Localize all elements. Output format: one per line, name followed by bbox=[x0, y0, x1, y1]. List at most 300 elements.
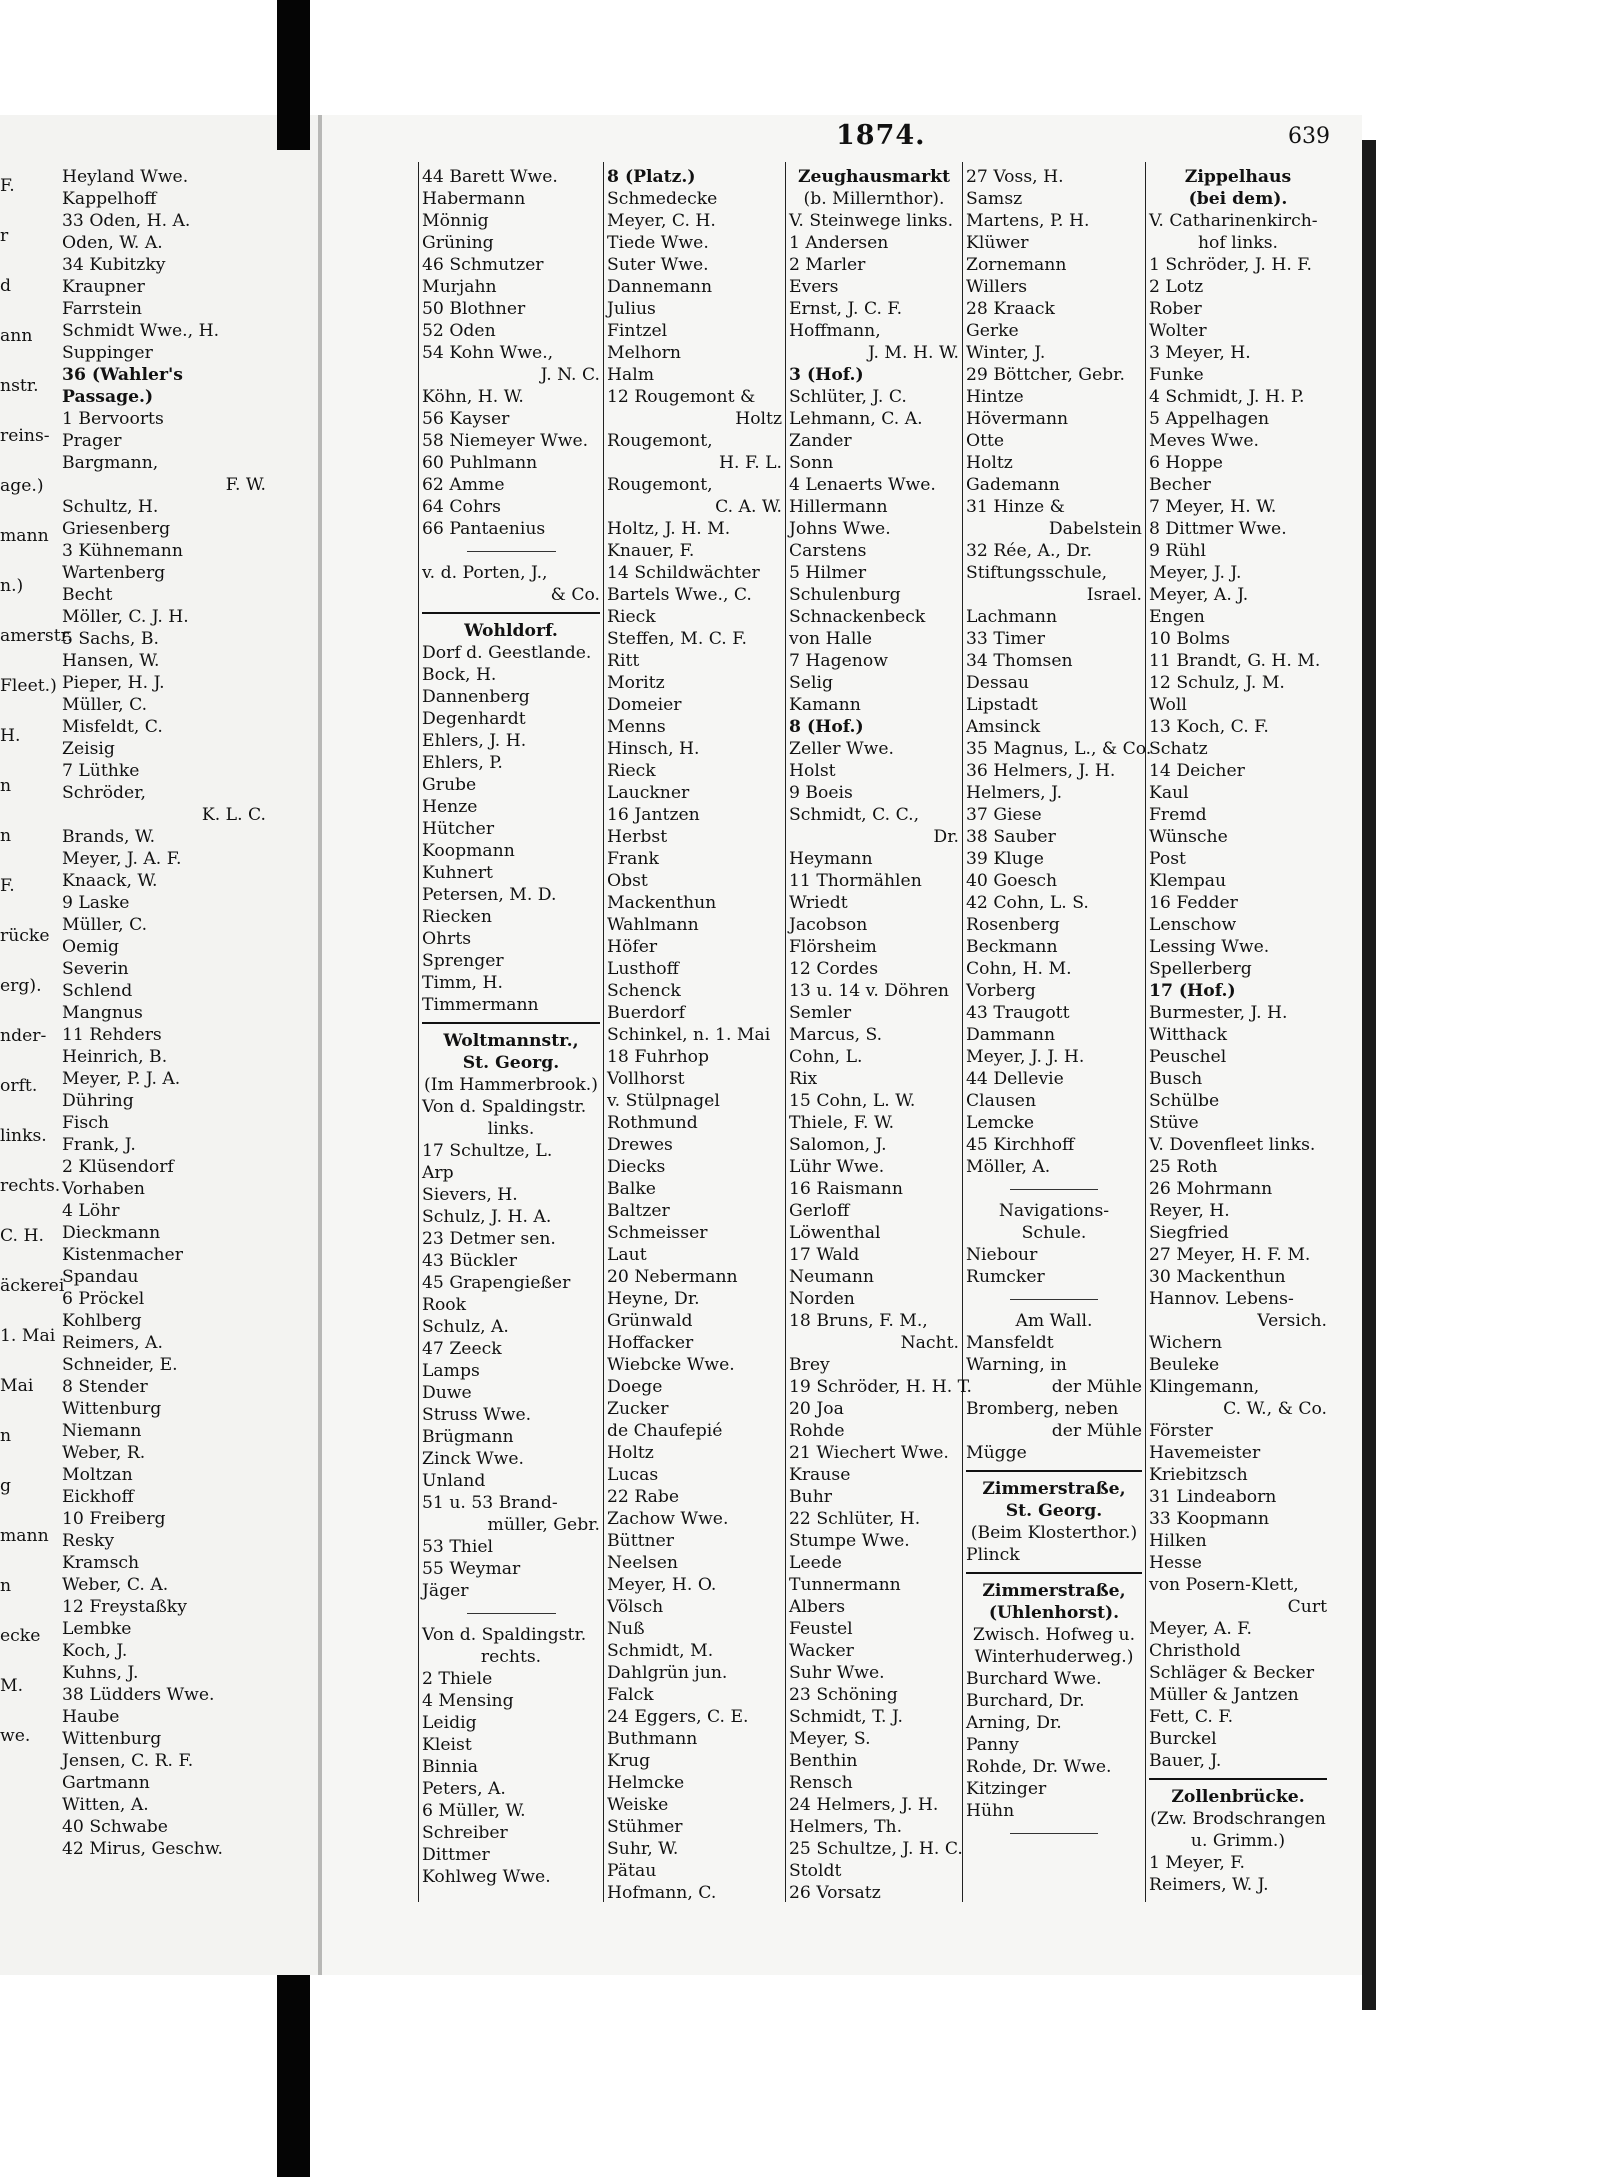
directory-entry: Ehlers, P. bbox=[422, 753, 503, 773]
directory-entry: Büttner bbox=[607, 1531, 674, 1551]
directory-entry: Rix bbox=[789, 1069, 818, 1089]
directory-entry: 21 Wiechert Wwe. bbox=[789, 1443, 949, 1463]
directory-entry: Koopmann bbox=[422, 841, 515, 861]
directory-entry: Frank bbox=[607, 849, 659, 869]
directory-entry: Willers bbox=[966, 277, 1028, 297]
directory-entry: Stüve bbox=[1149, 1113, 1199, 1133]
directory-entry: Witten, A. bbox=[62, 1795, 149, 1815]
street-heading: Zeughausmarkt bbox=[797, 167, 951, 187]
directory-entry: Heinrich, B. bbox=[62, 1047, 168, 1067]
directory-entry: 20 Joa bbox=[789, 1399, 844, 1419]
directory-entry: Rothmund bbox=[607, 1113, 698, 1133]
directory-entry: v. Stülpnagel bbox=[607, 1091, 720, 1111]
section-rule bbox=[422, 540, 600, 562]
directory-entry: Habermann bbox=[422, 189, 526, 209]
directory-entry: Holtz bbox=[966, 453, 1013, 473]
directory-entry: Zwisch. Hofweg u. bbox=[972, 1625, 1136, 1645]
directory-entry: Krug bbox=[607, 1751, 651, 1771]
directory-entry: Halm bbox=[607, 365, 655, 385]
directory-entry: 34 Thomsen bbox=[966, 651, 1073, 671]
directory-entry: Kaul bbox=[1149, 783, 1189, 803]
directory-entry: Rohde bbox=[789, 1421, 845, 1441]
directory-entry: 31 Lindeaborn bbox=[1149, 1487, 1277, 1507]
directory-entry: Suter Wwe. bbox=[607, 255, 709, 275]
directory-entry: hof links. bbox=[1197, 233, 1278, 253]
directory-entry: Dahlgrün jun. bbox=[607, 1663, 728, 1683]
left-page-fragment: ann bbox=[0, 326, 33, 346]
directory-entry: Carstens bbox=[789, 541, 867, 561]
directory-entry: Warning, in bbox=[966, 1355, 1067, 1375]
directory-entry: Samsz bbox=[966, 189, 1023, 209]
directory-entry: Spandau bbox=[62, 1267, 139, 1287]
directory-entry: Dorf d. Geestlande. bbox=[422, 643, 592, 663]
left-page-fragment: amerstr. bbox=[0, 626, 73, 646]
directory-entry: Navigations- bbox=[998, 1201, 1110, 1221]
directory-entry: von Posern-Klett, bbox=[1149, 1575, 1299, 1595]
directory-entry: Hansen, W. bbox=[62, 651, 160, 671]
directory-entry: Buerdorf bbox=[607, 1003, 686, 1023]
directory-entry: Krause bbox=[789, 1465, 851, 1485]
directory-entry: Höfer bbox=[607, 937, 658, 957]
directory-column-2 bbox=[422, 166, 600, 1888]
directory-entry: Neelsen bbox=[607, 1553, 678, 1573]
directory-entry: 11 Brandt, G. H. M. bbox=[1149, 651, 1321, 671]
directory-entry: Zornemann bbox=[966, 255, 1067, 275]
directory-entry: Wahlmann bbox=[607, 915, 699, 935]
directory-entry: V. Steinwege links. bbox=[789, 211, 954, 231]
directory-entry: Mansfeldt bbox=[966, 1333, 1054, 1353]
directory-entry: Beuleke bbox=[1149, 1355, 1220, 1375]
directory-entry: Jäger bbox=[422, 1581, 469, 1601]
directory-entry: Clausen bbox=[966, 1091, 1037, 1111]
directory-entry: Lachmann bbox=[966, 607, 1058, 627]
directory-entry: Fisch bbox=[62, 1113, 109, 1133]
street-heading: Zollenbrücke. bbox=[1171, 1787, 1305, 1807]
directory-entry: Rumcker bbox=[966, 1267, 1045, 1287]
directory-entry: Burmester, J. H. bbox=[1149, 1003, 1288, 1023]
directory-entry: Ehlers, J. H. bbox=[422, 731, 527, 751]
directory-entry: Müller, C. bbox=[62, 915, 148, 935]
directory-entry: Witthack bbox=[1149, 1025, 1228, 1045]
directory-entry: 45 Grapengießer bbox=[422, 1273, 571, 1293]
directory-entry: 8 (Platz.) bbox=[607, 167, 696, 187]
directory-entry: Kuhns, J. bbox=[62, 1663, 139, 1683]
directory-entry: Dessau bbox=[966, 673, 1029, 693]
directory-entry: 55 Weymar bbox=[422, 1559, 521, 1579]
section-rule bbox=[966, 1178, 1142, 1200]
directory-entry: 12 Cordes bbox=[789, 959, 879, 979]
directory-entry: Suppinger bbox=[62, 343, 153, 363]
directory-entry: Diecks bbox=[607, 1157, 666, 1177]
section-rule bbox=[966, 1288, 1142, 1310]
directory-entry: Lembke bbox=[62, 1619, 132, 1639]
directory-entry: Obst bbox=[607, 871, 648, 891]
directory-entry: Eickhoff bbox=[62, 1487, 134, 1507]
directory-entry: 51 u. 53 Brand- bbox=[422, 1493, 558, 1513]
directory-entry: Wichern bbox=[1149, 1333, 1223, 1353]
directory-entry: Leede bbox=[789, 1553, 842, 1573]
directory-entry: Post bbox=[1149, 849, 1186, 869]
directory-entry: Burchard, Dr. bbox=[966, 1691, 1085, 1711]
directory-entry: Lauckner bbox=[607, 783, 690, 803]
directory-entry: Kuhnert bbox=[422, 863, 493, 883]
directory-entry: 5 Sachs, B. bbox=[62, 629, 159, 649]
directory-entry: C. A. W. bbox=[715, 497, 782, 517]
directory-entry: Schmidt, T. J. bbox=[789, 1707, 903, 1727]
directory-entry: Völsch bbox=[607, 1597, 664, 1617]
directory-entry: Schinkel, n. 1. Mai bbox=[607, 1025, 771, 1045]
directory-entry: Kriebitzsch bbox=[1149, 1465, 1248, 1485]
directory-entry: 12 Schulz, J. M. bbox=[1149, 673, 1285, 693]
directory-column-5 bbox=[966, 166, 1152, 1844]
directory-entry: Bauer, J. bbox=[1149, 1751, 1222, 1771]
directory-entry: 40 Goesch bbox=[966, 871, 1058, 891]
directory-entry: (Beim Klosterthor.) bbox=[970, 1523, 1138, 1543]
directory-entry: 8 Dittmer Wwe. bbox=[1149, 519, 1287, 539]
directory-entry: Melhorn bbox=[607, 343, 681, 363]
directory-entry: 53 Thiel bbox=[422, 1537, 494, 1557]
left-page-fragment: C. H. bbox=[0, 1226, 44, 1246]
directory-entry: 9 Laske bbox=[62, 893, 130, 913]
directory-entry: Müller & Jantzen bbox=[1149, 1685, 1299, 1705]
directory-entry: 19 Schröder, H. H. T. bbox=[789, 1377, 973, 1397]
binding-bar-bottom bbox=[277, 1975, 310, 2177]
directory-entry: Prager bbox=[62, 431, 122, 451]
directory-entry: 25 Roth bbox=[1149, 1157, 1218, 1177]
directory-entry: V. Catharinenkirch- bbox=[1149, 211, 1318, 231]
left-page-fragment: n bbox=[0, 776, 12, 796]
directory-entry: Hillermann bbox=[789, 497, 888, 517]
directory-entry: Löwenthal bbox=[789, 1223, 881, 1243]
directory-entry: Drewes bbox=[607, 1135, 673, 1155]
directory-entry: Moltzan bbox=[62, 1465, 133, 1485]
directory-entry: Koch, J. bbox=[62, 1641, 128, 1661]
left-page-fragment: n bbox=[0, 1426, 12, 1446]
directory-entry: 9 Rühl bbox=[1149, 541, 1206, 561]
directory-entry: 30 Mackenthun bbox=[1149, 1267, 1286, 1287]
column-divider bbox=[603, 162, 604, 1902]
directory-entry: Falck bbox=[607, 1685, 654, 1705]
directory-entry: 14 Deicher bbox=[1149, 761, 1245, 781]
directory-column-3 bbox=[607, 166, 782, 1904]
directory-entry: Baltzer bbox=[607, 1201, 670, 1221]
directory-entry: Lühr Wwe. bbox=[789, 1157, 885, 1177]
directory-entry: 13 Koch, C. F. bbox=[1149, 717, 1269, 737]
directory-entry: 46 Schmutzer bbox=[422, 255, 544, 275]
directory-entry: Albers bbox=[789, 1597, 846, 1617]
directory-entry: Grube bbox=[422, 775, 477, 795]
directory-entry: Kistenmacher bbox=[62, 1245, 183, 1265]
page-number: 639 bbox=[1288, 124, 1330, 149]
page-edge-shadow bbox=[1362, 140, 1376, 2010]
directory-entry: (Zw. Brodschrangen bbox=[1150, 1809, 1326, 1829]
left-page-fragment: M. bbox=[0, 1676, 24, 1696]
directory-entry: Meyer, A. F. bbox=[1149, 1619, 1252, 1639]
directory-entry: links. bbox=[487, 1119, 535, 1139]
directory-entry: 2 Klüsendorf bbox=[62, 1157, 174, 1177]
directory-entry: Dr. bbox=[933, 827, 959, 847]
directory-entry: Menns bbox=[607, 717, 666, 737]
directory-entry: 3 Kühnemann bbox=[62, 541, 183, 561]
directory-entry: Rook bbox=[422, 1295, 467, 1315]
directory-entry: Kohlweg Wwe. bbox=[422, 1867, 551, 1887]
left-page-fragment: g bbox=[0, 1476, 12, 1496]
directory-entry: 4 Mensing bbox=[422, 1691, 514, 1711]
directory-entry: Klingemann, bbox=[1149, 1377, 1260, 1397]
left-page-fragment: 1. Mai bbox=[0, 1326, 56, 1346]
directory-entry: Tunnermann bbox=[789, 1575, 901, 1595]
directory-entry: Mackenthun bbox=[607, 893, 717, 913]
directory-entry: 1 Andersen bbox=[789, 233, 889, 253]
directory-entry: 44 Dellevie bbox=[966, 1069, 1064, 1089]
directory-entry: 52 Oden bbox=[422, 321, 496, 341]
directory-entry: Severin bbox=[62, 959, 129, 979]
left-page-fragment: rücke bbox=[0, 926, 50, 946]
directory-entry: 35 Magnus, L., & Co. bbox=[966, 739, 1152, 759]
directory-entry: 2 Marler bbox=[789, 255, 866, 275]
directory-entry: Meyer, H. O. bbox=[607, 1575, 717, 1595]
directory-entry: Zander bbox=[789, 431, 852, 451]
directory-entry: Gartmann bbox=[62, 1773, 150, 1793]
directory-entry: Herbst bbox=[607, 827, 668, 847]
directory-entry: Heymann bbox=[789, 849, 873, 869]
directory-entry: H. F. L. bbox=[719, 453, 782, 473]
directory-entry: 29 Böttcher, Gebr. bbox=[966, 365, 1125, 385]
directory-entry: Schreiber bbox=[422, 1823, 508, 1843]
directory-entry: Sprenger bbox=[422, 951, 504, 971]
directory-entry: Nuß bbox=[607, 1619, 645, 1639]
directory-entry: 3 Meyer, H. bbox=[1149, 343, 1251, 363]
directory-entry: 14 Schildwächter bbox=[607, 563, 760, 583]
directory-entry: 7 Hagenow bbox=[789, 651, 888, 671]
directory-entry: Selig bbox=[789, 673, 833, 693]
left-page-fragment: r bbox=[0, 226, 9, 246]
directory-entry: 16 Jantzen bbox=[607, 805, 700, 825]
left-page-fragment: nder- bbox=[0, 1026, 47, 1046]
directory-entry: 66 Pantaenius bbox=[422, 519, 546, 539]
directory-entry: Neumann bbox=[789, 1267, 874, 1287]
directory-entry: 5 Hilmer bbox=[789, 563, 867, 583]
directory-entry: 25 Schultze, J. H. C. bbox=[789, 1839, 963, 1859]
street-heading: Zippelhaus bbox=[1184, 167, 1292, 187]
left-page-fragment: äckerei bbox=[0, 1276, 65, 1296]
directory-entry: Weber, R. bbox=[62, 1443, 146, 1463]
directory-entry: 3 (Hof.) bbox=[789, 365, 864, 385]
directory-entry: Kamann bbox=[789, 695, 861, 715]
directory-entry: (Im Hammerbrook.) bbox=[424, 1075, 598, 1095]
directory-entry: 6 Hoppe bbox=[1149, 453, 1223, 473]
directory-entry: Spellerberg bbox=[1149, 959, 1252, 979]
directory-entry: Rensch bbox=[789, 1773, 853, 1793]
directory-entry: Dühring bbox=[62, 1091, 134, 1111]
directory-entry: 6 Pröckel bbox=[62, 1289, 145, 1309]
directory-entry: Buhr bbox=[789, 1487, 832, 1507]
directory-entry: 17 (Hof.) bbox=[1149, 981, 1236, 1001]
directory-entry: J. M. H. W. bbox=[867, 343, 959, 363]
page-year: 1874. bbox=[836, 120, 926, 151]
directory-entry: Weiske bbox=[607, 1795, 669, 1815]
directory-entry: 23 Detmer sen. bbox=[422, 1229, 556, 1249]
directory-entry: V. Dovenfleet links. bbox=[1149, 1135, 1316, 1155]
directory-entry: 6 Müller, W. bbox=[422, 1801, 526, 1821]
directory-entry: Zachow Wwe. bbox=[607, 1509, 729, 1529]
street-heading: (bei dem). bbox=[1188, 189, 1288, 209]
directory-entry: Wittenburg bbox=[62, 1399, 162, 1419]
directory-entry: 54 Kohn Wwe., bbox=[422, 343, 554, 363]
directory-entry: 32 Rée, A., Dr. bbox=[966, 541, 1092, 561]
directory-entry: F. W. bbox=[225, 475, 266, 495]
directory-column-6 bbox=[1149, 166, 1327, 1896]
left-page-fragment: rechts. bbox=[0, 1176, 61, 1196]
directory-entry: Lusthoff bbox=[607, 959, 679, 979]
directory-entry: Helmers, Th. bbox=[789, 1817, 903, 1837]
directory-entry: Kramsch bbox=[62, 1553, 140, 1573]
directory-entry: Unland bbox=[422, 1471, 486, 1491]
directory-entry: Ohrts bbox=[422, 929, 472, 949]
directory-entry: Arp bbox=[422, 1163, 454, 1183]
directory-entry: 44 Barett Wwe. bbox=[422, 167, 558, 187]
directory-entry: 28 Kraack bbox=[966, 299, 1055, 319]
left-page-fragment: reins- bbox=[0, 426, 50, 446]
directory-entry: Oemig bbox=[62, 937, 120, 957]
directory-entry: Schneider, E. bbox=[62, 1355, 178, 1375]
directory-entry: Rober bbox=[1149, 299, 1202, 319]
directory-entry: Niemann bbox=[62, 1421, 142, 1441]
directory-entry: Klempau bbox=[1149, 871, 1227, 891]
directory-entry: Wolter bbox=[1149, 321, 1207, 341]
directory-entry: 36 Helmers, J. H. bbox=[966, 761, 1116, 781]
directory-entry: Hövermann bbox=[966, 409, 1069, 429]
directory-entry: Doege bbox=[607, 1377, 663, 1397]
directory-entry: Timmermann bbox=[422, 995, 539, 1015]
directory-entry: Salomon, J. bbox=[789, 1135, 887, 1155]
directory-entry: 5 Appelhagen bbox=[1149, 409, 1270, 429]
directory-entry: Klüwer bbox=[966, 233, 1029, 253]
directory-entry: 58 Niemeyer Wwe. bbox=[422, 431, 589, 451]
directory-entry: Funke bbox=[1149, 365, 1204, 385]
directory-entry: 17 Schultze, L. bbox=[422, 1141, 553, 1161]
directory-entry: Niebour bbox=[966, 1245, 1038, 1265]
directory-entry: Feustel bbox=[789, 1619, 853, 1639]
directory-entry: Knauer, F. bbox=[607, 541, 695, 561]
directory-entry: Buthmann bbox=[607, 1729, 698, 1749]
directory-entry: Stumpe Wwe. bbox=[789, 1531, 910, 1551]
left-page-fragment: we. bbox=[0, 1726, 31, 1746]
directory-entry: Winterhuderweg.) bbox=[974, 1647, 1134, 1667]
directory-entry: 24 Helmers, J. H. bbox=[789, 1795, 939, 1815]
directory-entry: Wittenburg bbox=[62, 1729, 162, 1749]
directory-entry: Versich. bbox=[1257, 1311, 1327, 1331]
directory-entry: 7 Meyer, H. W. bbox=[1149, 497, 1277, 517]
directory-entry: Amsinck bbox=[966, 717, 1041, 737]
section-rule bbox=[422, 1016, 600, 1030]
directory-entry: Misfeldt, C. bbox=[62, 717, 163, 737]
directory-entry: Weber, C. A. bbox=[62, 1575, 169, 1595]
directory-entry: 20 Nebermann bbox=[607, 1267, 738, 1287]
directory-entry: Tiede Wwe. bbox=[607, 233, 709, 253]
directory-entry: 43 Traugott bbox=[966, 1003, 1070, 1023]
directory-entry: Helmcke bbox=[607, 1773, 685, 1793]
directory-entry: Vorhaben bbox=[62, 1179, 145, 1199]
section-rule bbox=[966, 1566, 1142, 1580]
directory-entry: Riecken bbox=[422, 907, 492, 927]
directory-entry: Holtz bbox=[607, 1443, 654, 1463]
directory-entry: Griesenberg bbox=[62, 519, 171, 539]
directory-entry: Leidig bbox=[422, 1713, 477, 1733]
directory-entry: Sonn bbox=[789, 453, 834, 473]
directory-entry: Henze bbox=[422, 797, 478, 817]
directory-entry: de Chaufepié bbox=[607, 1421, 723, 1441]
directory-entry: Schülbe bbox=[1149, 1091, 1220, 1111]
directory-entry: Schröder, bbox=[62, 783, 146, 803]
street-heading: Zimmerstraße, bbox=[982, 1479, 1126, 1499]
directory-entry: Struss Wwe. bbox=[422, 1405, 532, 1425]
directory-entry: 62 Amme bbox=[422, 475, 505, 495]
directory-entry: 31 Hinze & bbox=[966, 497, 1065, 517]
directory-entry: Christhold bbox=[1149, 1641, 1241, 1661]
directory-entry: Sievers, H. bbox=[422, 1185, 518, 1205]
directory-entry: Lucas bbox=[607, 1465, 659, 1485]
directory-entry: Schnackenbeck bbox=[789, 607, 926, 627]
directory-entry: Reyer, H. bbox=[1149, 1201, 1230, 1221]
directory-entry: Thiele, F. W. bbox=[789, 1113, 895, 1133]
directory-entry: 38 Sauber bbox=[966, 827, 1056, 847]
directory-entry: Reimers, W. J. bbox=[1149, 1875, 1269, 1895]
directory-entry: Meves Wwe. bbox=[1149, 431, 1259, 451]
left-page-fragment: n.) bbox=[0, 576, 24, 596]
directory-entry: Möller, A. bbox=[966, 1157, 1051, 1177]
directory-entry: Moritz bbox=[607, 673, 665, 693]
directory-entry: 2 Lotz bbox=[1149, 277, 1204, 297]
left-page-fragment: F. bbox=[0, 176, 15, 196]
directory-entry: Schulz, A. bbox=[422, 1317, 509, 1337]
directory-entry: 2 Thiele bbox=[422, 1669, 493, 1689]
street-heading: Woltmannstr., bbox=[443, 1031, 579, 1051]
directory-entry: Von d. Spaldingstr. bbox=[422, 1097, 587, 1117]
directory-entry: Dammann bbox=[966, 1025, 1056, 1045]
directory-entry: Hoffmann, bbox=[789, 321, 881, 341]
directory-entry: Schenck bbox=[607, 981, 681, 1001]
directory-entry: Jacobson bbox=[789, 915, 868, 935]
column-divider bbox=[1145, 162, 1146, 1902]
left-page-fragment: age.) bbox=[0, 476, 44, 496]
directory-entry: Siegfried bbox=[1149, 1223, 1229, 1243]
directory-entry: 13 u. 14 v. Döhren bbox=[789, 981, 949, 1001]
directory-entry: Dabelstein bbox=[1048, 519, 1142, 539]
directory-entry: Arning, Dr. bbox=[966, 1713, 1062, 1733]
left-page-fragment: erg). bbox=[0, 976, 42, 996]
directory-entry: Schläger & Becker bbox=[1149, 1663, 1315, 1683]
directory-entry: Meyer, J. J. bbox=[1149, 563, 1242, 583]
directory-entry: Gademann bbox=[966, 475, 1060, 495]
directory-entry: Schmeisser bbox=[607, 1223, 708, 1243]
directory-entry: 11 Thormählen bbox=[789, 871, 922, 891]
directory-entry: Pieper, H. J. bbox=[62, 673, 165, 693]
directory-entry: Burckel bbox=[1149, 1729, 1217, 1749]
directory-entry: Müller, C. bbox=[62, 695, 148, 715]
directory-entry: Schmidt, C. C., bbox=[789, 805, 920, 825]
directory-entry: 1 Bervoorts bbox=[62, 409, 164, 429]
directory-entry: 38 Lüdders Wwe. bbox=[62, 1685, 215, 1705]
directory-entry: 40 Schwabe bbox=[62, 1817, 168, 1837]
directory-entry: 27 Voss, H. bbox=[966, 167, 1064, 187]
directory-entry: Brands, W. bbox=[62, 827, 156, 847]
directory-entry: Becht bbox=[62, 585, 113, 605]
directory-entry: Heyne, Dr. bbox=[607, 1289, 700, 1309]
directory-entry: 8 (Hof.) bbox=[789, 717, 864, 737]
directory-entry: Binnia bbox=[422, 1757, 479, 1777]
left-page-fragment: n bbox=[0, 1576, 12, 1596]
